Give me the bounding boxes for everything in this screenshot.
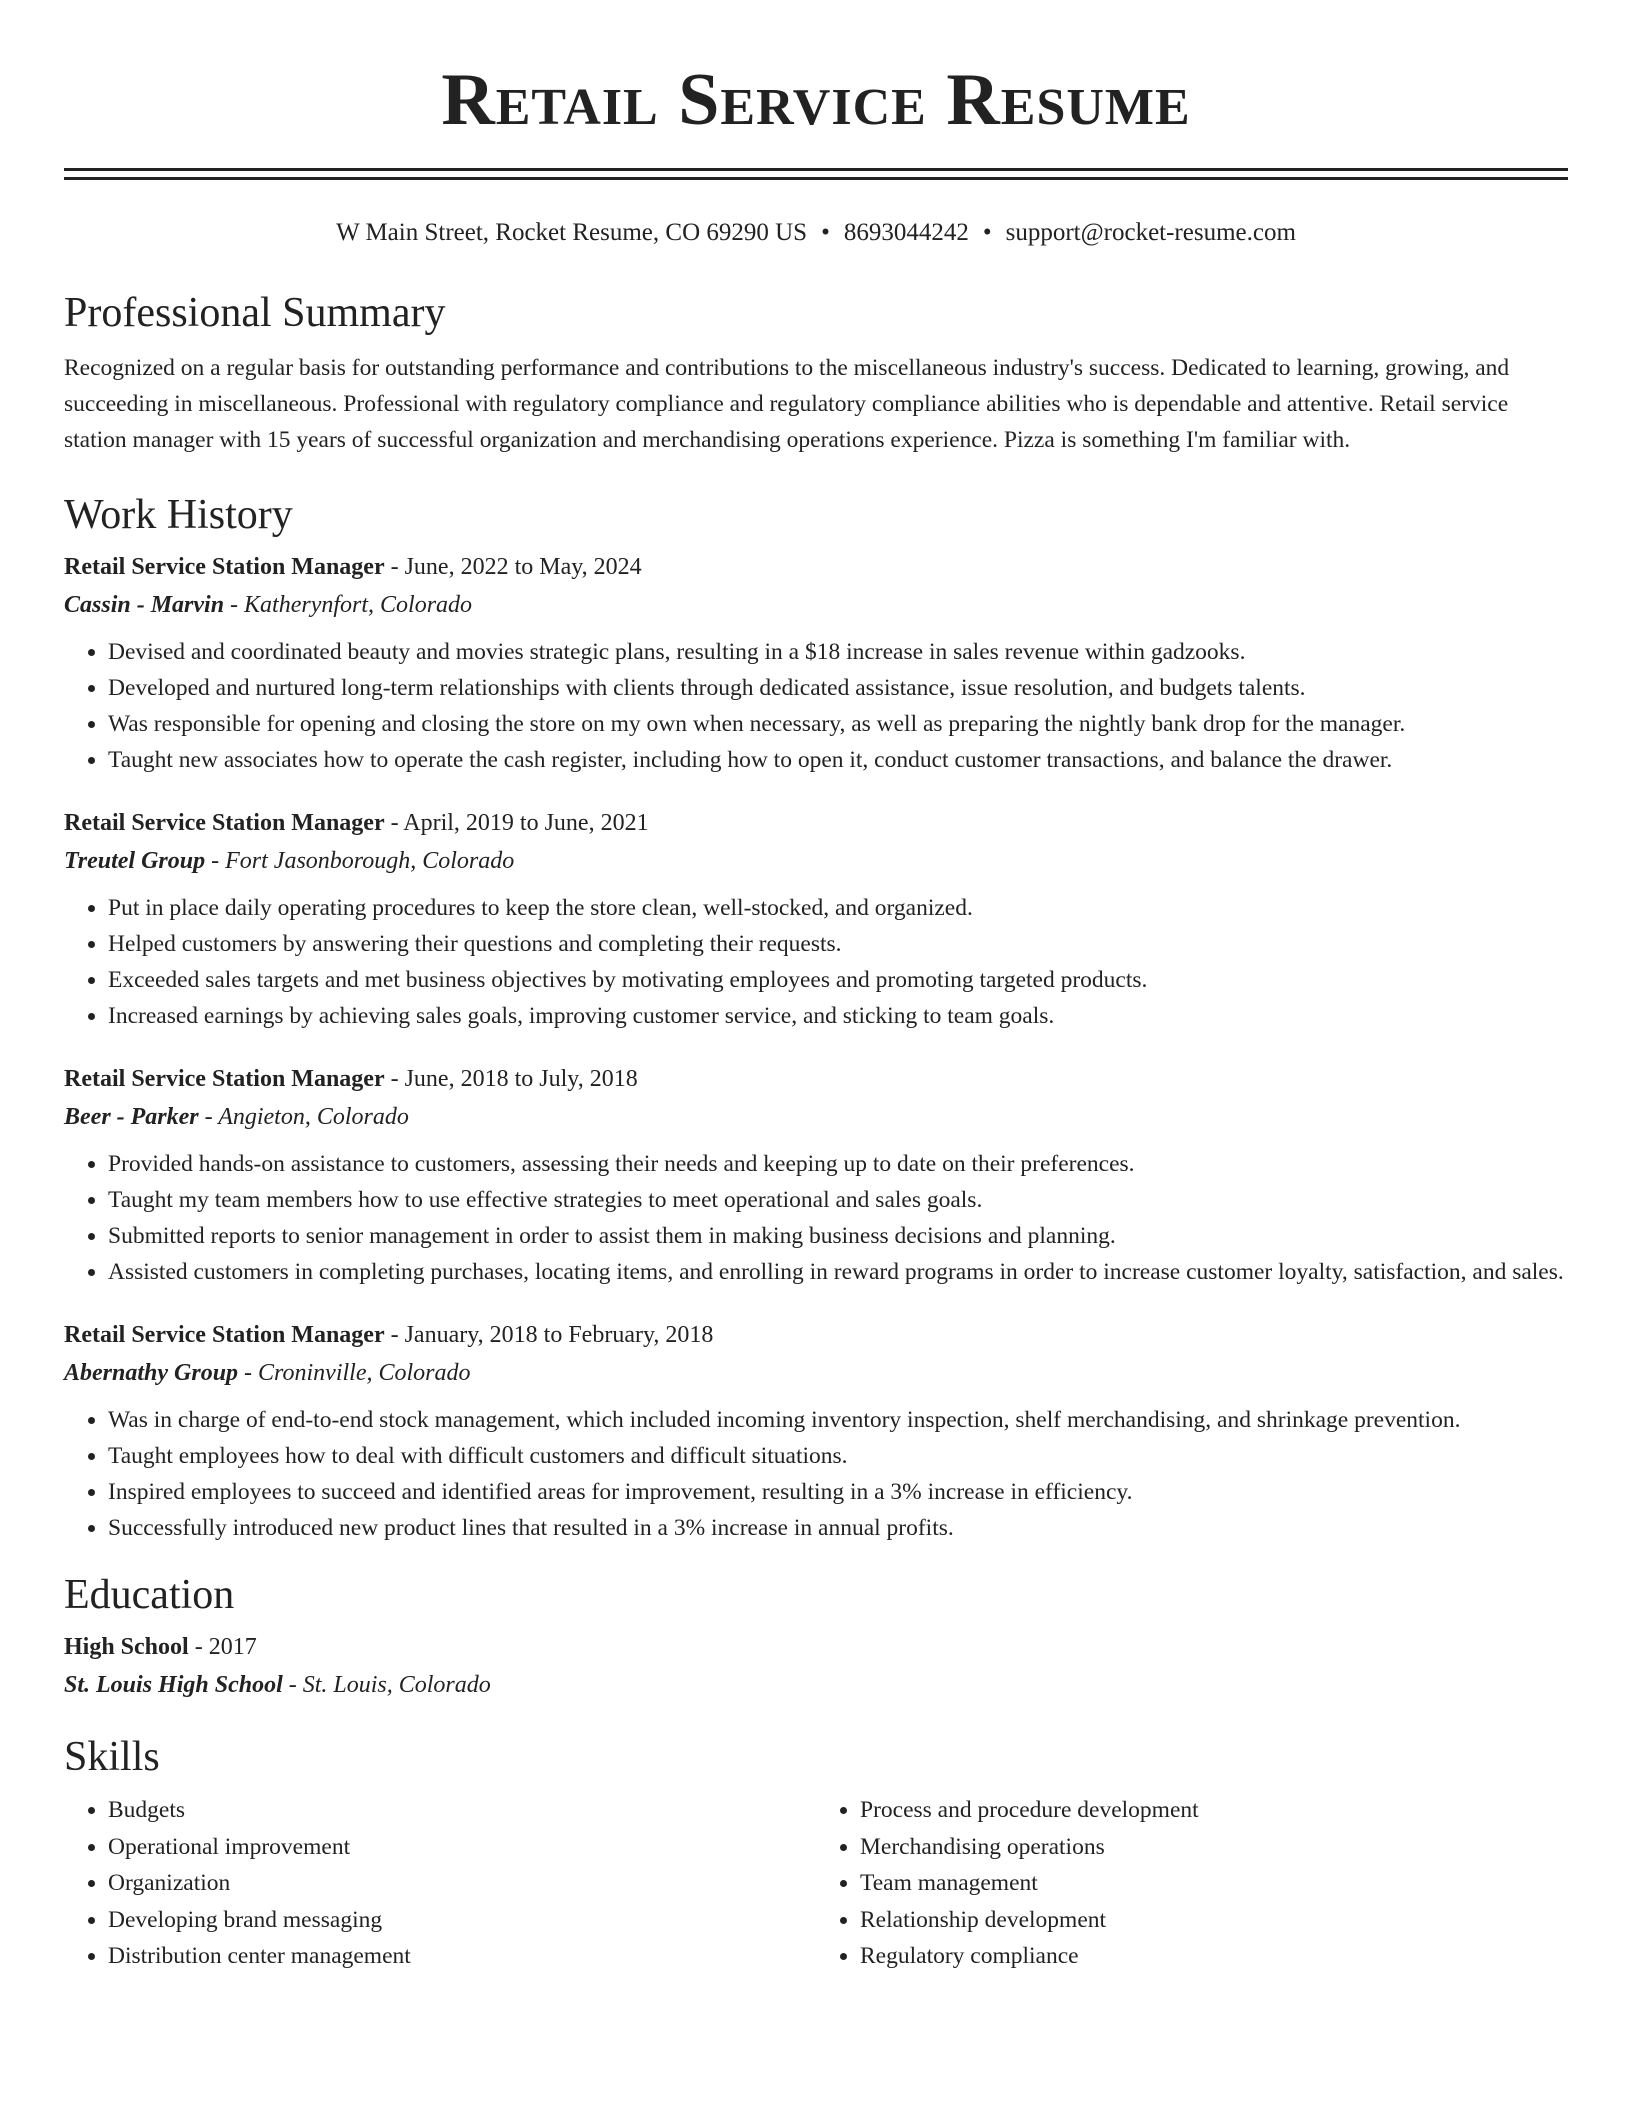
contact-email: support@rocket-resume.com xyxy=(1005,219,1296,246)
education-entry xyxy=(64,1628,1568,1704)
job-title: Retail Service Station Manager xyxy=(64,1066,385,1092)
skills-list-right xyxy=(816,1792,1568,1975)
job-company-line xyxy=(64,1354,1568,1392)
contact-separator: • xyxy=(982,219,992,246)
education-degree: High School xyxy=(64,1634,189,1660)
resume-title: Retail Service Resume xyxy=(441,59,1191,141)
list-item: • Budgets xyxy=(108,1792,816,1829)
list-item: • Taught my team members how to use effective strategies to meet operational and sales goals. xyxy=(108,1182,1568,1218)
list-item: • Team management xyxy=(860,1865,1568,1902)
job-dates: - June, 2022 to May, 2024 xyxy=(384,554,642,580)
job-entry xyxy=(64,548,1568,778)
list-item: • Exceeded sales targets and met business objectives by motivating employees and promoting targeted products. xyxy=(108,962,1568,998)
education-location: - St. Louis, Colorado xyxy=(282,1672,491,1698)
job-company-line xyxy=(64,842,1568,880)
list-item: • Assisted customers in completing purchases, locating items, and enrolling in reward programs in order to increase customer loyalty, satisfaction, and sales. xyxy=(108,1254,1568,1290)
list-item: • Regulatory compliance xyxy=(860,1938,1568,1975)
contact-separator: • xyxy=(821,219,830,246)
title-double-rule xyxy=(64,168,1568,180)
list-item: • Was in charge of end-to-end stock management, which included incoming inventory inspection, shelf merchandising, and shrinkage prevention. xyxy=(108,1402,1568,1438)
work-history-heading: Work History xyxy=(64,492,293,538)
list-item: • Helped customers by answering their questions and completing their requests. xyxy=(108,926,1568,962)
skills-list-left xyxy=(64,1792,816,1975)
list-item: • Developed and nurtured long-term relationships with clients through dedicated assistance, issue resolution, and budgets talents. xyxy=(108,670,1568,706)
list-item: • Taught employees how to deal with difficult customers and difficult situations. xyxy=(108,1438,1568,1474)
education-school: St. Louis High School xyxy=(64,1672,283,1698)
contact-address: W Main Street, Rocket Resume, CO 69290 US xyxy=(336,219,808,246)
job-company-line xyxy=(64,1098,1568,1136)
job-company: Cassin - Marvin xyxy=(64,592,225,618)
job-bullets xyxy=(64,1146,1568,1290)
job-company: Treutel Group xyxy=(64,848,206,874)
job-location: - Angieton, Colorado xyxy=(198,1104,409,1130)
job-company: Beer - Parker xyxy=(64,1104,199,1130)
education-degree-line xyxy=(64,1628,1568,1666)
education-year: - 2017 xyxy=(188,1634,257,1660)
skills-heading: Skills xyxy=(64,1734,160,1780)
job-title-line xyxy=(64,1060,1568,1098)
summary-heading: Professional Summary xyxy=(64,290,446,336)
job-location: - Fort Jasonborough, Colorado xyxy=(205,848,515,874)
job-location: - Katherynfort, Colorado xyxy=(224,592,473,618)
job-title-line xyxy=(64,1316,1568,1354)
job-title: Retail Service Station Manager xyxy=(64,554,385,580)
skills-columns xyxy=(64,1782,1568,1975)
job-entry xyxy=(64,1316,1568,1546)
list-item: • Inspired employees to succeed and identified areas for improvement, resulting in a 3% increase in efficiency. xyxy=(108,1474,1568,1510)
education-heading: Education xyxy=(64,1572,235,1618)
job-title-line xyxy=(64,548,1568,586)
list-item: • Submitted reports to senior management in order to assist them in making business decisions and planning. xyxy=(108,1218,1568,1254)
job-dates: - June, 2018 to July, 2018 xyxy=(384,1066,638,1092)
list-item: • Distribution center management xyxy=(108,1938,816,1975)
list-item: • Successfully introduced new product lines that resulted in a 3% increase in annual profits. xyxy=(108,1510,1568,1546)
job-bullets xyxy=(64,890,1568,1034)
list-item: • Operational improvement xyxy=(108,1829,816,1866)
job-title: Retail Service Station Manager xyxy=(64,1322,385,1348)
list-item: • Developing brand messaging xyxy=(108,1902,816,1939)
list-item: • Devised and coordinated beauty and movies strategic plans, resulting in a $18 increase in sales revenue within gadzooks. xyxy=(108,634,1568,670)
education-school-line xyxy=(64,1666,1568,1704)
job-location: - Croninville, Colorado xyxy=(238,1360,471,1386)
job-company-line xyxy=(64,586,1568,624)
list-item: • Organization xyxy=(108,1865,816,1902)
job-entry xyxy=(64,804,1568,1034)
list-item: • Put in place daily operating procedures to keep the store clean, well-stocked, and organized. xyxy=(108,890,1568,926)
job-title: Retail Service Station Manager xyxy=(64,810,385,836)
contact-phone: 8693044242 xyxy=(843,219,969,246)
job-title-line xyxy=(64,804,1568,842)
job-bullets xyxy=(64,1402,1568,1546)
list-item: • Process and procedure development xyxy=(860,1792,1568,1829)
job-dates: - January, 2018 to February, 2018 xyxy=(384,1322,714,1348)
list-item: • Taught new associates how to operate the cash register, including how to open it, conduct customer transactions, and balance the drawer. xyxy=(108,742,1568,778)
job-dates: - April, 2019 to June, 2021 xyxy=(384,810,649,836)
list-item: • Was responsible for opening and closing the store on my own when necessary, as well as preparing the nightly bank drop for the manager. xyxy=(108,706,1568,742)
contact-line xyxy=(64,216,1568,250)
list-item: • Merchandising operations xyxy=(860,1829,1568,1866)
job-entry xyxy=(64,1060,1568,1290)
list-item: • Increased earnings by achieving sales goals, improving customer service, and sticking to team goals. xyxy=(108,998,1568,1034)
list-item: • Provided hands-on assistance to customers, assessing their needs and keeping up to date on their preferences. xyxy=(108,1146,1568,1182)
job-bullets xyxy=(64,634,1568,778)
job-company: Abernathy Group xyxy=(64,1360,239,1386)
list-item: • Relationship development xyxy=(860,1902,1568,1939)
summary-text: Recognized on a regular basis for outstanding performance and contributions to the miscellaneous industry's success. Dedicated to learning, growing, and succeeding in miscellaneous. Professional with regulatory compliance and regulatory compliance abilities who is dependable and attentive. Retail service station manager with 15 years of successful organization and merchandising operations experience. Pizza is something I'm familiar with. xyxy=(64,355,1510,453)
